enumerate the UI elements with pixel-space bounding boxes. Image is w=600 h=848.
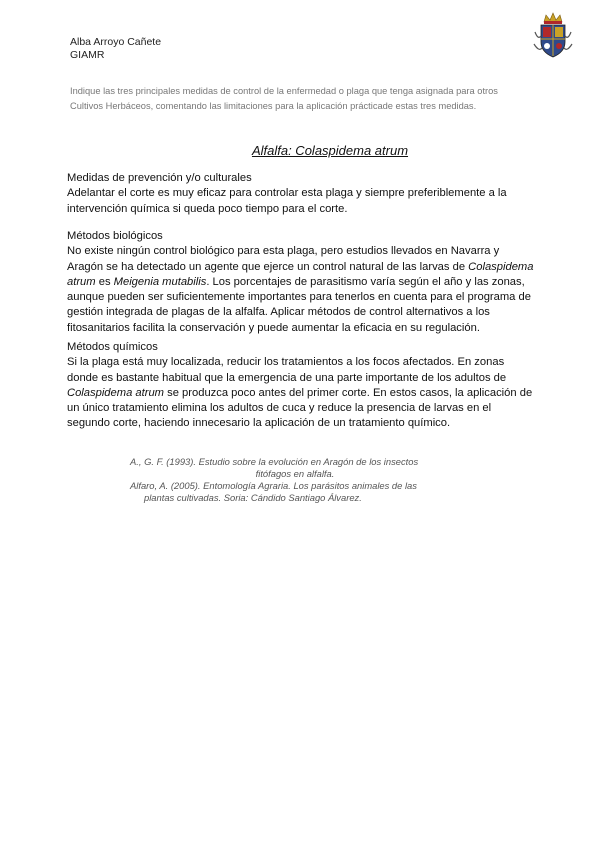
species-name: Colaspidema atrum xyxy=(67,260,534,288)
document-title: Alfalfa: Colaspidema atrum xyxy=(251,143,409,158)
section-body xyxy=(67,355,537,431)
body-text: es xyxy=(95,275,114,288)
species-name: Meigenia mutabilis xyxy=(113,275,207,288)
body-text: . Los porcentajes de parasitismo varía según el año y las zonas, aunque pueden ser suficientemente importantes para tenerlos en cuenta para el programa de gestión integrada de plagas de la alfalfa. Aplicar métodos de control alternativos a los fitosanitarios facilita la conservación y puede aumentar la eficacia en su regulación. xyxy=(67,275,531,334)
section-body: Adelantar el corte es muy eficaz para controlar esta plaga y siempre preferiblemente a la intervención química si queda poco tiempo para el corte. xyxy=(67,187,507,215)
author-name: Alba Arroyo Cañete xyxy=(70,36,162,48)
body-text: No existe ningún control biológico para esta plaga, pero estudios llevados en Navarra y Aragón se ha detectado un agente que ejerce un control natural de las larvas de xyxy=(67,245,500,273)
section-chemical xyxy=(67,340,537,432)
references xyxy=(130,456,480,504)
section-prevention xyxy=(67,171,537,217)
reference-line: Alfaro, A. (2005). Entomología Agraria. Los parásitos animales de las xyxy=(130,480,417,491)
body-text: se produzca poco antes del primer corte. En estos casos, la aplicación de un único tratamiento elimina los adultos de cuca y reduce la presencia de larvas en el segundo corte, haciendo innecesario la aplicación de un tratamiento químico. xyxy=(67,386,533,430)
assignment-prompt: Indique las tres principales medidas de control de la enfermedad o plaga que tenga asignada para otros Cultivos Herbáceos, comentando las limitaciones para la aplicación prácticade estas tres medidas. xyxy=(70,86,498,111)
section-biological xyxy=(67,229,537,336)
section-heading: Métodos químicos xyxy=(67,341,158,353)
reference-line: fitófagos en alfalfa. xyxy=(255,468,335,479)
section-heading: Medidas de prevención y/o culturales xyxy=(67,172,252,184)
coat-of-arms-logo xyxy=(532,12,574,60)
page-header xyxy=(70,36,161,62)
reference-line: plantas cultivadas. Soria: Cándido Santiago Álvarez. xyxy=(144,492,362,503)
group-name: GIAMR xyxy=(70,49,105,61)
section-heading: Métodos biológicos xyxy=(67,230,163,242)
reference-line: A., G. F. (1993). Estudio sobre la evolución en Aragón de los insectos xyxy=(130,456,419,467)
section-body xyxy=(67,244,537,336)
species-name: Colaspidema atrum xyxy=(67,386,165,399)
body-text: Si la plaga está muy localizada, reducir los tratamientos a los focos afectados. En zonas donde es bastante habitual que la emergencia de una parte importante de los adultos de xyxy=(67,356,507,384)
